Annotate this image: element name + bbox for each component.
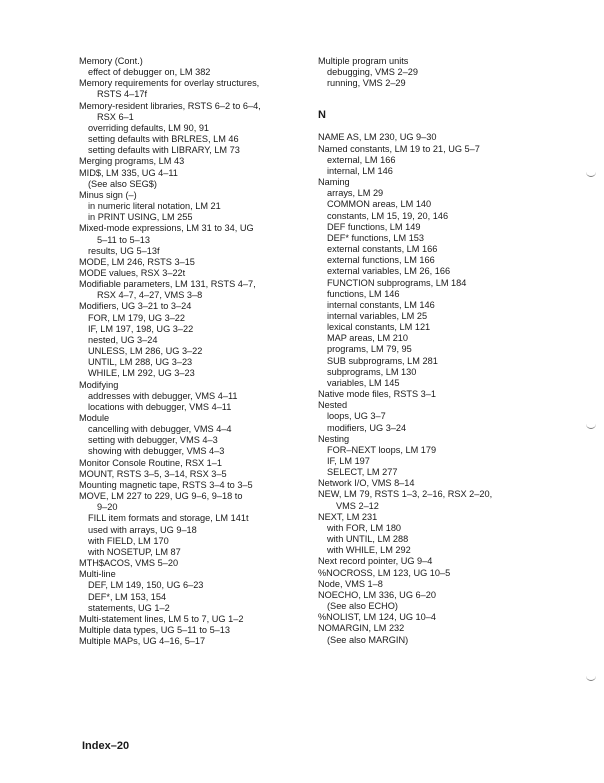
page-footer: Index–20	[82, 740, 130, 752]
index-entry: Modifiers, UG 3–21 to 3–24	[79, 301, 192, 312]
index-entry: 9–20	[97, 502, 118, 513]
index-entry: Mixed-mode expressions, LM 31 to 34, UG	[79, 223, 254, 234]
index-entry: Minus sign (–)	[79, 189, 137, 200]
index-entry: UNTIL, LM 288, UG 3–23	[88, 357, 193, 368]
index-entry: MOUNT, RSTS 3–5, 3–14, RSX 3–5	[79, 468, 227, 479]
index-entry: DEF, LM 149, 150, UG 6–23	[88, 580, 204, 591]
index-entry: 5–11 to 5–13	[97, 234, 150, 245]
index-entry: cancelling with debugger, VMS 4–4	[88, 424, 232, 435]
index-entry: FOR–NEXT loops, LM 179	[327, 444, 437, 455]
left-index-column	[79, 56, 304, 647]
index-entry: NOECHO, LM 336, UG 6–20	[318, 589, 436, 600]
index-entry: with UNTIL, LM 288	[327, 534, 409, 545]
index-entry: FILL item formats and storage, LM 141t	[88, 513, 249, 524]
index-entry: internal constants, LM 146	[327, 299, 435, 310]
index-entry: (See also ECHO)	[327, 601, 398, 612]
index-entry: external, LM 166	[327, 154, 396, 165]
index-entry: in numeric literal notation, LM 21	[88, 201, 221, 212]
index-entry: FUNCTION subprograms, LM 184	[327, 277, 467, 288]
index-entry: statements, UG 1–2	[88, 602, 170, 613]
right-column-continuation	[318, 56, 578, 89]
index-entry: (See also MARGIN)	[327, 634, 409, 645]
index-entry: with FOR, LM 180	[327, 522, 402, 533]
index-entry: MODE values, RSX 3–22t	[79, 267, 186, 278]
index-entry: Merging programs, LM 43	[79, 156, 185, 167]
index-entry: %NOLIST, LM 124, UG 10–4	[318, 612, 436, 623]
page-edge-mark	[586, 676, 596, 681]
index-entry: NAME AS, LM 230, UG 9–30	[318, 132, 437, 143]
index-entry: Memory (Cont.)	[79, 56, 143, 66]
page-edge-mark	[586, 172, 596, 177]
index-entry: Multiple MAPs, UG 4–16, 5–17	[79, 636, 206, 647]
index-entry: Native mode files, RSTS 3–1	[318, 389, 436, 400]
index-entry: overriding defaults, LM 90, 91	[88, 122, 210, 133]
index-entry: with FIELD, LM 170	[88, 535, 169, 546]
index-entry: addresses with debugger, VMS 4–11	[88, 390, 238, 401]
index-entry: Memory-resident libraries, RSTS 6–2 to 6–4,	[79, 100, 261, 111]
index-entry: programs, LM 79, 95	[327, 344, 412, 355]
index-entry: external variables, LM 26, 166	[327, 266, 451, 277]
index-entry: Naming	[318, 177, 350, 188]
index-entry: Modifiable parameters, LM 131, RSTS 4–7,	[79, 279, 256, 290]
index-entry: Monitor Console Routine, RSX 1–1	[79, 457, 222, 468]
index-entry: Module	[79, 413, 110, 423]
index-entry: Multi-statement lines, LM 5 to 7, UG 1–2	[79, 613, 244, 624]
index-entry: Mounting magnetic tape, RSTS 3–4 to 3–5	[79, 479, 253, 490]
index-entry: effect of debugger on, LM 382	[88, 67, 211, 78]
index-entry: setting defaults with BRLRES, LM 46	[88, 134, 239, 145]
right-column-entries	[318, 132, 578, 645]
index-entry: IF, LM 197	[327, 456, 370, 466]
index-entry: Nested	[318, 400, 348, 411]
index-entry: setting with debugger, VMS 4–3	[88, 435, 218, 446]
index-entry: external constants, LM 166	[327, 244, 438, 255]
index-entry: RSX 4–7, 4–27, VMS 3–8	[97, 290, 203, 301]
index-entry: DEF* functions, LM 153	[327, 232, 425, 243]
index-entry: %NOCROSS, LM 123, UG 10–5	[318, 567, 451, 578]
index-entry: MID$, LM 335, UG 4–11	[79, 167, 178, 178]
index-entry: FOR, LM 179, UG 3–22	[88, 312, 186, 323]
index-entry: NEXT, LM 231	[318, 511, 378, 522]
index-entry: SELECT, LM 277	[327, 467, 398, 478]
index-entry: modifiers, UG 3–24	[327, 422, 407, 433]
index-entry: SUB subprograms, LM 281	[327, 355, 438, 366]
index-entry: Multiple program units	[318, 56, 409, 66]
index-entry: NOMARGIN, LM 232	[318, 623, 405, 634]
index-entry: constants, LM 15, 19, 20, 146	[327, 210, 449, 221]
index-entry: MAP areas, LM 210	[327, 333, 409, 344]
index-entry: Multiple data types, UG 5–11 to 5–13	[79, 624, 231, 635]
index-entry: MODE, LM 246, RSTS 3–15	[79, 256, 195, 267]
index-entry: functions, LM 146	[327, 288, 400, 299]
index-entry: running, VMS 2–29	[327, 78, 406, 89]
index-entry: loops, UG 3–7	[327, 411, 386, 422]
index-entry: MTH$ACOS, VMS 5–20	[79, 558, 179, 569]
index-entry: lexical constants, LM 121	[327, 322, 431, 333]
index-entry: setting defaults with LIBRARY, LM 73	[88, 145, 240, 156]
index-entry: results, UG 5–13f	[88, 245, 160, 256]
index-entry: (See also SEG$)	[88, 178, 157, 189]
index-entry: showing with debugger, VMS 4–3	[88, 446, 225, 457]
index-entry: used with arrays, UG 9–18	[88, 524, 197, 535]
index-entry: IF, LM 197, 198, UG 3–22	[88, 323, 194, 334]
index-entry: external functions, LM 166	[327, 255, 435, 266]
index-entry: Network I/O, VMS 8–14	[318, 478, 415, 489]
index-entry: RSTS 4–17f	[97, 89, 148, 100]
index-entry: variables, LM 145	[327, 377, 400, 388]
index-entry: with NOSETUP, LM 87	[88, 546, 181, 557]
right-index-column	[318, 56, 578, 646]
index-entry: nested, UG 3–24	[88, 334, 158, 345]
index-entry: arrays, LM 29	[327, 188, 384, 199]
index-entry: internal, LM 146	[327, 165, 393, 176]
index-entry: Next record pointer, UG 9–4	[318, 556, 433, 567]
index-entry: COMMON areas, LM 140	[327, 199, 432, 210]
index-entry: DEF*, LM 153, 154	[88, 591, 167, 602]
index-entry: WHILE, LM 292, UG 3–23	[88, 368, 195, 379]
index-entry: subprograms, LM 130	[327, 366, 417, 377]
index-entry: Named constants, LM 19 to 21, UG 5–7	[318, 143, 480, 154]
section-heading: N	[318, 109, 326, 122]
index-entry: Multi-line	[79, 569, 116, 580]
index-entry: MOVE, LM 227 to 229, UG 9–6, 9–18 to	[79, 491, 243, 502]
index-entry: RSX 6–1	[97, 111, 134, 122]
index-entry: debugging, VMS 2–29	[327, 67, 418, 78]
index-entry: with WHILE, LM 292	[327, 545, 411, 556]
index-entry: Nesting	[318, 433, 350, 444]
index-entry: NEW, LM 79, RSTS 1–3, 2–16, RSX 2–20,	[318, 489, 493, 500]
index-entry: internal variables, LM 25	[327, 310, 428, 321]
index-entry: Modifying	[79, 379, 119, 390]
index-entry: UNLESS, LM 286, UG 3–22	[88, 346, 203, 357]
index-entry: VMS 2–12	[336, 500, 379, 511]
page-edge-mark	[586, 424, 596, 429]
index-entry: locations with debugger, VMS 4–11	[88, 401, 232, 412]
index-entry: Node, VMS 1–8	[318, 578, 383, 589]
index-entry: Memory requirements for overlay structures,	[79, 78, 260, 89]
index-entry: DEF functions, LM 149	[327, 221, 421, 232]
index-entry: in PRINT USING, LM 255	[88, 212, 193, 223]
